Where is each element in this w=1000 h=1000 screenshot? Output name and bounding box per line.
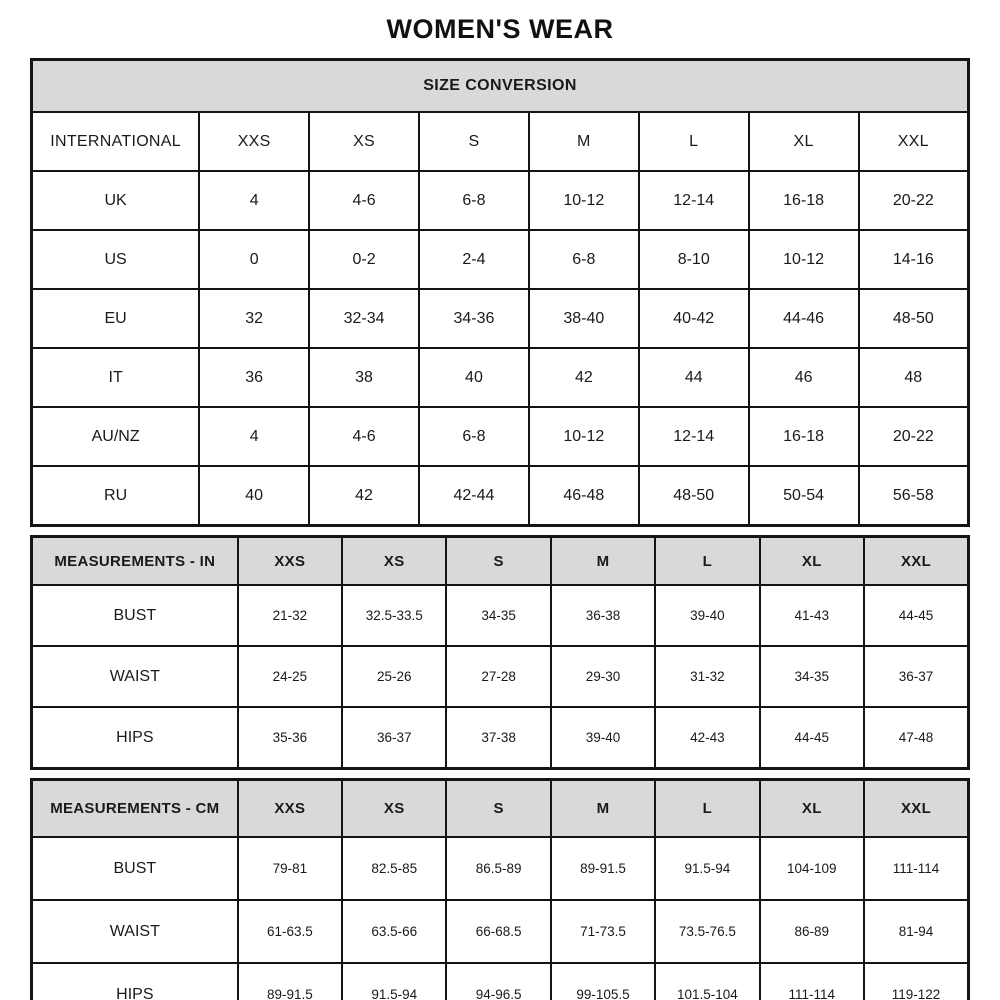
column-header-row <box>32 537 969 586</box>
row-label: BUST <box>32 585 238 646</box>
table-cell: 40 <box>419 348 529 407</box>
table-cell: 39-40 <box>655 585 759 646</box>
table-cell: 10-12 <box>529 171 639 230</box>
table-cell: 34-35 <box>446 585 550 646</box>
column-header-size: M <box>551 780 655 838</box>
table-cell: 73.5-76.5 <box>655 900 759 963</box>
table-cell: 99-105.5 <box>551 963 655 1000</box>
table-cell: 40 <box>199 466 309 526</box>
table-cell: 63.5-66 <box>342 900 446 963</box>
table-cell: 0-2 <box>309 230 419 289</box>
table-row <box>32 230 969 289</box>
table-cell: 94-96.5 <box>446 963 550 1000</box>
column-header-size: XL <box>760 537 864 586</box>
table-cell: 14-16 <box>859 230 969 289</box>
table-row <box>32 900 969 963</box>
table-cell: 4 <box>199 171 309 230</box>
table-cell: 119-122 <box>864 963 969 1000</box>
table-cell: 36-37 <box>864 646 969 707</box>
column-header-size: M <box>529 112 639 171</box>
column-header-size: XXS <box>199 112 309 171</box>
table-cell: 47-48 <box>864 707 969 769</box>
column-header-size: S <box>446 780 550 838</box>
table-cell: 4-6 <box>309 407 419 466</box>
table-cell: 32-34 <box>309 289 419 348</box>
table-cell: 32 <box>199 289 309 348</box>
row-label: HIPS <box>32 963 238 1000</box>
table-cell: 21-32 <box>238 585 342 646</box>
table-cell: 50-54 <box>749 466 859 526</box>
table-cell: 86.5-89 <box>446 837 550 900</box>
table-cell: 4-6 <box>309 171 419 230</box>
table-cell: 48-50 <box>859 289 969 348</box>
row-label: RU <box>32 466 200 526</box>
table-cell: 25-26 <box>342 646 446 707</box>
table-cell: 31-32 <box>655 646 759 707</box>
row-label: UK <box>32 171 200 230</box>
table-cell: 6-8 <box>419 407 529 466</box>
table-cell: 35-36 <box>238 707 342 769</box>
table-cell: 42-44 <box>419 466 529 526</box>
table-cell: 34-36 <box>419 289 529 348</box>
table-cell: 37-38 <box>446 707 550 769</box>
table-cell: 44 <box>639 348 749 407</box>
table-row <box>32 348 969 407</box>
table-cell: 10-12 <box>749 230 859 289</box>
row-label: WAIST <box>32 900 238 963</box>
table-cell: 79-81 <box>238 837 342 900</box>
column-header-row <box>32 112 969 171</box>
column-header-label: MEASUREMENTS - IN <box>32 537 238 586</box>
table-cell: 111-114 <box>760 963 864 1000</box>
table-cell: 91.5-94 <box>342 963 446 1000</box>
row-label: HIPS <box>32 707 238 769</box>
column-header-size: XXL <box>859 112 969 171</box>
table-cell: 56-58 <box>859 466 969 526</box>
table-cell: 42 <box>309 466 419 526</box>
table-cell: 39-40 <box>551 707 655 769</box>
column-header-size: XL <box>749 112 859 171</box>
column-header-size: L <box>655 780 759 838</box>
column-header-size: XXL <box>864 780 969 838</box>
table-cell: 41-43 <box>760 585 864 646</box>
table-row <box>32 289 969 348</box>
column-header-size: S <box>446 537 550 586</box>
column-header-label: INTERNATIONAL <box>32 112 200 171</box>
column-header-size: L <box>639 112 749 171</box>
table-cell: 32.5-33.5 <box>342 585 446 646</box>
column-header-size: XS <box>309 112 419 171</box>
table-row <box>32 646 969 707</box>
table-cell: 42 <box>529 348 639 407</box>
table-cell: 46 <box>749 348 859 407</box>
table-row <box>32 837 969 900</box>
column-header-size: S <box>419 112 529 171</box>
row-label: BUST <box>32 837 238 900</box>
table-cell: 38 <box>309 348 419 407</box>
column-header-size: XXS <box>238 780 342 838</box>
table-cell: 81-94 <box>864 900 969 963</box>
column-header-size: L <box>655 537 759 586</box>
table-row <box>32 407 969 466</box>
table-cell: 6-8 <box>419 171 529 230</box>
table-cell: 10-12 <box>529 407 639 466</box>
table-cell: 27-28 <box>446 646 550 707</box>
table-cell: 4 <box>199 407 309 466</box>
column-header-size: XS <box>342 537 446 586</box>
column-header-size: XXS <box>238 537 342 586</box>
column-header-size: M <box>551 537 655 586</box>
table-cell: 101.5-104 <box>655 963 759 1000</box>
row-label: IT <box>32 348 200 407</box>
row-label: WAIST <box>32 646 238 707</box>
table-banner-row <box>32 60 969 113</box>
table-row <box>32 171 969 230</box>
table-cell: 44-45 <box>864 585 969 646</box>
column-header-row <box>32 780 969 838</box>
table-cell: 48-50 <box>639 466 749 526</box>
table-banner: SIZE CONVERSION <box>32 60 969 113</box>
table-row <box>32 585 969 646</box>
row-label: AU/NZ <box>32 407 200 466</box>
table-row <box>32 466 969 526</box>
table-cell: 24-25 <box>238 646 342 707</box>
table-cell: 71-73.5 <box>551 900 655 963</box>
table-cell: 36-38 <box>551 585 655 646</box>
column-header-label: MEASUREMENTS - CM <box>32 780 238 838</box>
table-cell: 36-37 <box>342 707 446 769</box>
table-cell: 38-40 <box>529 289 639 348</box>
table-cell: 44-46 <box>749 289 859 348</box>
table-cell: 12-14 <box>639 171 749 230</box>
table-cell: 89-91.5 <box>238 963 342 1000</box>
row-label: US <box>32 230 200 289</box>
table-cell: 16-18 <box>749 171 859 230</box>
table-cell: 29-30 <box>551 646 655 707</box>
table-cell: 46-48 <box>529 466 639 526</box>
table-cell: 42-43 <box>655 707 759 769</box>
table-cell: 111-114 <box>864 837 969 900</box>
table-cell: 12-14 <box>639 407 749 466</box>
size-conversion-table <box>30 58 970 527</box>
table-cell: 2-4 <box>419 230 529 289</box>
table-cell: 89-91.5 <box>551 837 655 900</box>
measurements-in-table <box>30 535 970 770</box>
table-cell: 91.5-94 <box>655 837 759 900</box>
table-cell: 82.5-85 <box>342 837 446 900</box>
table-cell: 104-109 <box>760 837 864 900</box>
page-title: WOMEN'S WEAR <box>386 14 614 44</box>
column-header-size: XL <box>760 780 864 838</box>
row-label: EU <box>32 289 200 348</box>
measurements-cm-table <box>30 778 970 1000</box>
table-row <box>32 707 969 769</box>
table-cell: 40-42 <box>639 289 749 348</box>
column-header-size: XXL <box>864 537 969 586</box>
table-cell: 20-22 <box>859 171 969 230</box>
table-cell: 61-63.5 <box>238 900 342 963</box>
table-cell: 16-18 <box>749 407 859 466</box>
table-cell: 36 <box>199 348 309 407</box>
table-cell: 86-89 <box>760 900 864 963</box>
column-header-size: XS <box>342 780 446 838</box>
table-cell: 66-68.5 <box>446 900 550 963</box>
table-cell: 20-22 <box>859 407 969 466</box>
table-row <box>32 963 969 1000</box>
table-cell: 0 <box>199 230 309 289</box>
table-cell: 44-45 <box>760 707 864 769</box>
table-cell: 6-8 <box>529 230 639 289</box>
table-cell: 48 <box>859 348 969 407</box>
table-cell: 34-35 <box>760 646 864 707</box>
table-cell: 8-10 <box>639 230 749 289</box>
